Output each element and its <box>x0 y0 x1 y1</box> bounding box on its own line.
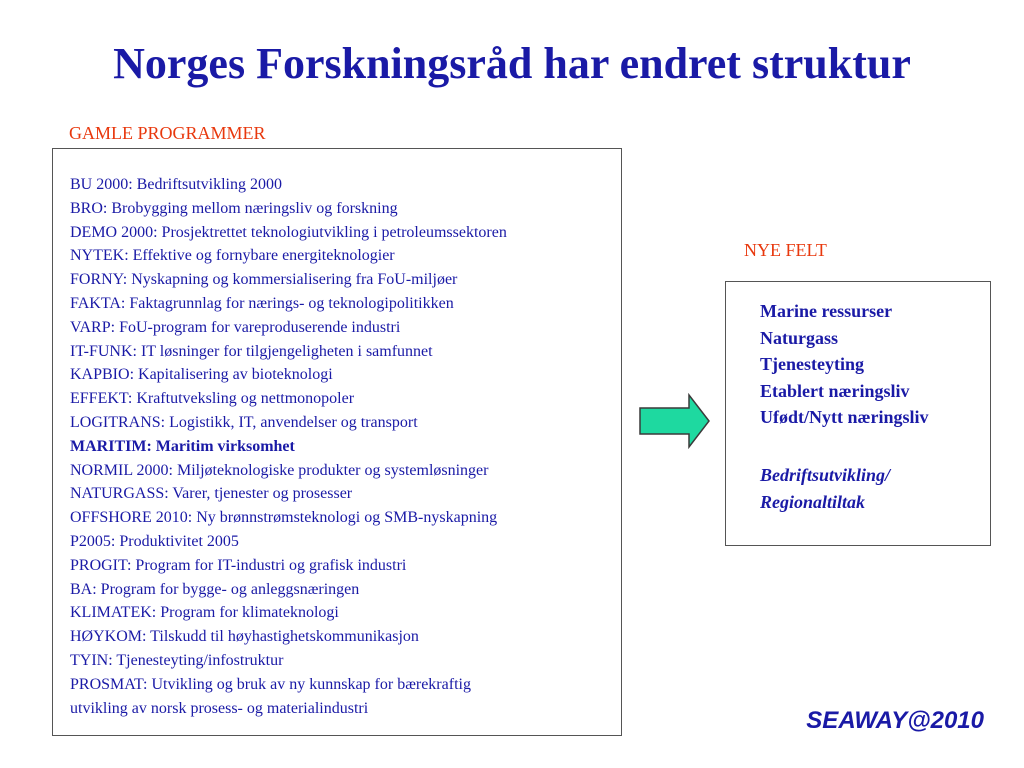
list-item: HØYKOM: Tilskudd til høyhastighetskommunikasjon <box>70 628 419 646</box>
list-item: P2005: Produktivitet 2005 <box>70 532 239 550</box>
list-item: utvikling av norsk prosess- og materialindustri <box>70 699 369 717</box>
list-item: BRO: Brobygging mellom næringsliv og forskning <box>70 199 398 217</box>
list-item: EFFEKT: Kraftutveksling og nettmonopoler <box>70 390 355 408</box>
list-item: KAPBIO: Kapitalisering av bioteknologi <box>70 366 333 384</box>
list-item: BU 2000: Bedriftsutvikling 2000 <box>70 176 282 193</box>
old-programs-label: GAMLE PROGRAMMER <box>69 123 266 143</box>
list-item: KLIMATEK: Program for klimateknologi <box>70 604 339 622</box>
list-item: Marine ressurser <box>760 301 893 321</box>
list-item: Tjenesteyting <box>760 354 864 374</box>
footer-logo-text: SEAWAY@2010 <box>806 707 984 734</box>
note-line: Regionaltiltak <box>760 491 866 512</box>
list-item: Ufødt/Nytt næringsliv <box>760 407 929 427</box>
list-item: LOGITRANS: Logistikk, IT, anvendelser og transport <box>70 413 418 431</box>
list-item: Naturgass <box>760 327 839 348</box>
new-fields-note <box>760 462 890 515</box>
list-item: PROGIT: Program for IT-industri og grafisk industri <box>70 556 407 574</box>
list-item: VARP: FoU-program for vareproduserende industri <box>70 318 401 336</box>
new-fields-list <box>760 298 929 431</box>
list-item: IT-FUNK: IT løsninger for tilgjengeligheten i samfunnet <box>70 342 433 360</box>
page-title: Norges Forskningsråd har endret struktur <box>113 39 911 88</box>
list-item-highlighted: MARITIM: Maritim virksomhet <box>70 437 295 455</box>
list-item: NORMIL 2000: Miljøteknologiske produkter og systemløsninger <box>70 461 489 479</box>
old-programs-list <box>70 173 507 720</box>
list-item: BA: Program for bygge- og anleggsnæringen <box>70 580 360 598</box>
list-item: NATURGASS: Varer, tjenester og prosesser <box>70 485 353 503</box>
list-item: FAKTA: Faktagrunnlag for nærings- og teknologipolitikken <box>70 294 454 312</box>
list-item: PROSMAT: Utvikling og bruk av ny kunnskap for bærekraftig <box>70 675 471 693</box>
new-fields-box <box>725 281 991 546</box>
list-item: DEMO 2000: Prosjektrettet teknologiutvikling i petroleumssektoren <box>70 223 507 241</box>
new-fields-label: NYE FELT <box>744 240 827 260</box>
list-item: NYTEK: Effektive og fornybare energiteknologier <box>70 247 395 265</box>
list-item: Etablert næringsliv <box>760 380 910 401</box>
list-item: FORNY: Nyskapning og kommersialisering fra FoU-miljøer <box>70 271 458 289</box>
right-arrow-icon <box>639 393 711 449</box>
old-programs-box <box>52 148 622 736</box>
note-line: Bedriftsutvikling/ <box>760 465 891 485</box>
list-item: OFFSHORE 2010: Ny brønnstrømsteknologi og SMB-nyskapning <box>70 509 498 527</box>
list-item: TYIN: Tjenesteyting/infostruktur <box>70 651 284 669</box>
